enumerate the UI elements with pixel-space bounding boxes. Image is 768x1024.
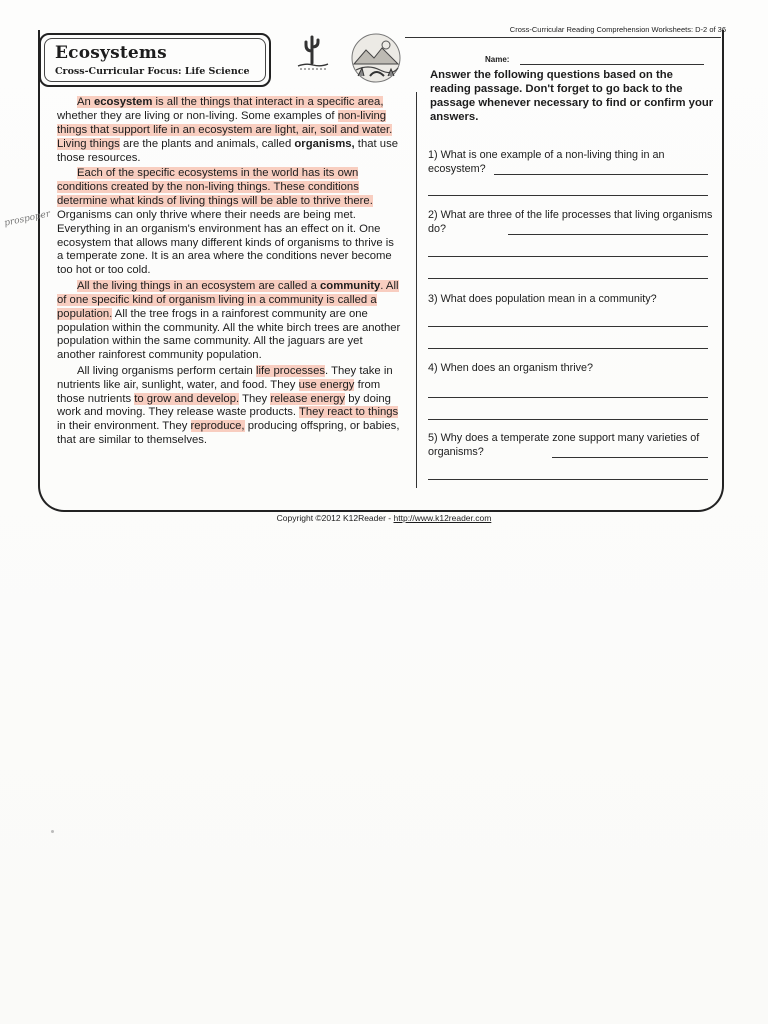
question-2: 2) What are three of the life processes that living organisms do?	[428, 209, 713, 235]
term-organisms: organisms,	[294, 137, 355, 150]
question-1: 1) What is one example of a non-living thing in an ecosystem?	[428, 149, 665, 175]
passage-text: All the tree frogs in a rainforest community are one population within the community. All the white birch trees are another population within the same community. All the jaguars are yet another rainforest community population.	[57, 307, 401, 362]
highlight: use energy	[298, 378, 355, 391]
passage-text: that use those resources.	[57, 137, 399, 164]
answer-line[interactable]	[494, 174, 708, 175]
passage-text: All living organisms perform certain	[77, 364, 256, 377]
answer-line[interactable]	[428, 278, 708, 279]
copyright-text: Copyright ©2012 K12Reader -	[276, 513, 394, 523]
paper-speck	[51, 830, 54, 833]
highlight	[77, 96, 383, 108]
question-4: 4) When does an organism thrive?	[428, 362, 594, 374]
title-box-inner	[44, 38, 266, 82]
title-box	[39, 33, 271, 87]
passage-text: are the plants and animals, called	[119, 137, 295, 150]
passage-paragraph-3	[57, 280, 403, 363]
passage-paragraph-2	[57, 167, 403, 278]
passage-text: from those nutrients	[57, 378, 381, 405]
answer-line[interactable]	[552, 457, 708, 458]
k12reader-link[interactable]: http://www.k12reader.com	[393, 513, 492, 523]
passage-text: whether they are living or non-living. Some examples of	[57, 109, 338, 122]
page-subtitle: Cross-Curricular Focus: Life Science	[55, 66, 250, 77]
highlight: Each of the specific ecosystems in the world has its own conditions created by the non-living things. These conditions determine what kinds of living things will be able to thrive there.	[57, 167, 373, 207]
term-ecosystem: ecosystem	[93, 96, 153, 108]
copyright-footer	[0, 513, 768, 523]
question-3: 3) What does population mean in a community?	[428, 293, 657, 305]
highlight: They react to things	[298, 406, 399, 419]
passage-text: . All of one specific kind of organism living in a community is called a population.	[57, 279, 399, 320]
passage-text: by doing work and moving. They release waste products.	[57, 392, 391, 419]
answer-line[interactable]	[428, 479, 708, 480]
answer-line[interactable]	[508, 234, 708, 235]
passage-text: All the living things in an ecosystem are called a	[77, 279, 321, 292]
margin-handwritten-note: prospoper	[3, 209, 52, 229]
passage-text: They	[239, 392, 271, 405]
passage-paragraph-1	[57, 96, 403, 166]
cactus-icon	[296, 33, 330, 71]
highlight: to grow and develop.	[134, 392, 240, 405]
instructions: Answer the following questions based on the reading passage. Don't forget to go back to the passage whenever necessary to find or confirm your answers.	[430, 69, 714, 123]
passage-text: . They take in nutrients like air, sunlight, water, and food. They	[57, 364, 393, 391]
highlight: life processes	[255, 364, 326, 377]
passage-text: Organisms can only thrive where their needs are being met. Everything in an organism's environment has an effect on it. One ecosystem that allows many different kinds of organisms to thrive is a temperate zone. It is an area where the conditions never become too hot or too cold.	[57, 208, 394, 277]
highlight: non-living things that support life in an ecosystem are light, air, soil and water.	[57, 109, 393, 136]
highlight: reproduce,	[190, 420, 245, 433]
answer-line[interactable]	[428, 397, 708, 398]
worksheet-info: Cross-Curricular Reading Comprehension Worksheets: D-2 of 36	[509, 25, 726, 34]
passage-text: producing offspring, or babies, that are similar to themselves.	[57, 420, 400, 447]
answer-line[interactable]	[428, 326, 708, 327]
answer-line[interactable]	[428, 419, 708, 420]
passage-paragraph-4	[57, 365, 403, 448]
answer-line[interactable]	[428, 195, 708, 196]
highlight: release energy	[270, 392, 346, 405]
name-field[interactable]	[520, 64, 704, 65]
answer-line[interactable]	[428, 348, 708, 349]
answer-line[interactable]	[428, 256, 708, 257]
reading-passage	[57, 96, 403, 450]
passage-text: in their environment. They	[57, 420, 191, 433]
passage-text: is all the things that interact in a specific area,	[152, 96, 384, 108]
highlight: Living things	[57, 137, 120, 150]
passage-text: An	[77, 96, 94, 108]
column-divider	[416, 92, 417, 488]
term-community: community	[320, 279, 381, 292]
name-label: Name:	[485, 55, 510, 64]
landscape-icon	[350, 32, 402, 84]
page-title: Ecosystems	[55, 43, 167, 63]
question-5: 5) Why does a temperate zone support many varieties of organisms?	[428, 432, 700, 458]
